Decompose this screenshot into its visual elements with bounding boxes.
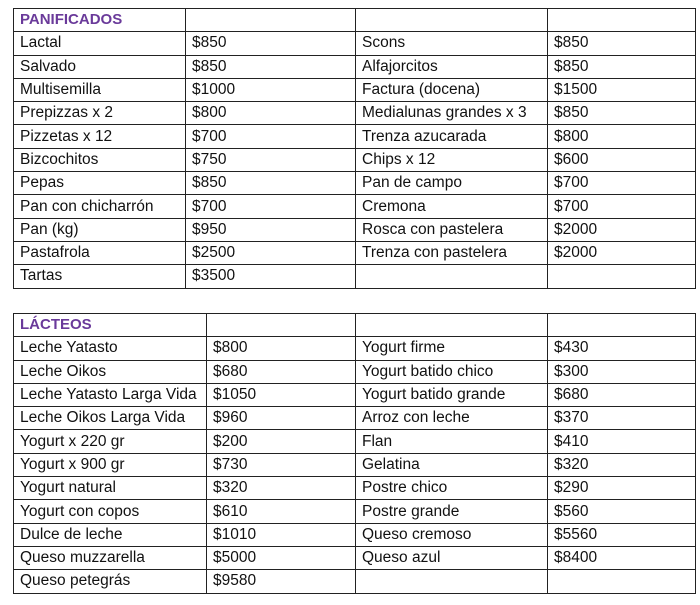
item-price: $1050 <box>207 383 356 406</box>
item-name: Tartas <box>14 265 186 288</box>
panificados-table <box>13 8 696 289</box>
item-price: $320 <box>548 453 696 476</box>
table-row <box>14 383 696 406</box>
item-price: $290 <box>548 477 696 500</box>
item-name: Pastafrola <box>14 241 186 264</box>
item-price: $410 <box>548 430 696 453</box>
table-row <box>14 218 696 241</box>
item-name: Yogurt firme <box>356 337 548 360</box>
item-name: Medialunas grandes x 3 <box>356 102 548 125</box>
table-row <box>14 32 696 55</box>
item-name <box>356 570 548 593</box>
item-name: Pepas <box>14 172 186 195</box>
item-name: Yogurt batido grande <box>356 383 548 406</box>
table-row <box>14 570 696 593</box>
item-price: $2000 <box>548 218 696 241</box>
item-price: $850 <box>186 32 356 55</box>
table-row <box>14 102 696 125</box>
item-price: $600 <box>548 148 696 171</box>
panificados-header-row <box>14 9 696 32</box>
lacteos-title: LÁCTEOS <box>14 314 207 337</box>
item-price: $800 <box>548 125 696 148</box>
item-price: $850 <box>548 32 696 55</box>
item-name: Bizcochitos <box>14 148 186 171</box>
header-empty-cell <box>356 9 548 32</box>
item-price: $370 <box>548 407 696 430</box>
item-price: $9580 <box>207 570 356 593</box>
item-name: Dulce de leche <box>14 523 207 546</box>
item-name: Leche Yatasto <box>14 337 207 360</box>
item-name: Chips x 12 <box>356 148 548 171</box>
item-name: Yogurt con copos <box>14 500 207 523</box>
table-row <box>14 172 696 195</box>
item-price: $800 <box>186 102 356 125</box>
table-row <box>14 453 696 476</box>
item-price: $850 <box>186 55 356 78</box>
item-name: Yogurt natural <box>14 477 207 500</box>
header-empty-cell <box>548 9 696 32</box>
item-name: Queso azul <box>356 546 548 569</box>
item-price: $560 <box>548 500 696 523</box>
item-name: Postre chico <box>356 477 548 500</box>
item-price: $5000 <box>207 546 356 569</box>
item-name: Yogurt batido chico <box>356 360 548 383</box>
item-name: Pan con chicharrón <box>14 195 186 218</box>
item-price: $430 <box>548 337 696 360</box>
item-name: Leche Oikos <box>14 360 207 383</box>
item-name: Queso cremoso <box>356 523 548 546</box>
table-row <box>14 337 696 360</box>
item-price: $610 <box>207 500 356 523</box>
lacteos-header-row <box>14 314 696 337</box>
item-name: Prepizzas x 2 <box>14 102 186 125</box>
item-price: $1500 <box>548 78 696 101</box>
table-row <box>14 125 696 148</box>
item-price: $2500 <box>186 241 356 264</box>
item-price: $950 <box>186 218 356 241</box>
item-name: Scons <box>356 32 548 55</box>
item-price <box>548 265 696 288</box>
table-row <box>14 407 696 430</box>
item-price: $680 <box>207 360 356 383</box>
item-name: Flan <box>356 430 548 453</box>
header-empty-cell <box>548 314 696 337</box>
item-price: $850 <box>548 55 696 78</box>
item-price: $750 <box>186 148 356 171</box>
table-row <box>14 546 696 569</box>
table-row <box>14 477 696 500</box>
item-name: Alfajorcitos <box>356 55 548 78</box>
panificados-table-body <box>14 9 696 289</box>
table-row <box>14 523 696 546</box>
table-row <box>14 360 696 383</box>
item-price: $8400 <box>548 546 696 569</box>
item-name: Leche Oikos Larga Vida <box>14 407 207 430</box>
item-name: Multisemilla <box>14 78 186 101</box>
item-name: Pizzetas x 12 <box>14 125 186 148</box>
table-row <box>14 78 696 101</box>
item-name: Leche Yatasto Larga Vida <box>14 383 207 406</box>
header-empty-cell <box>207 314 356 337</box>
item-price: $700 <box>548 172 696 195</box>
table-row <box>14 265 696 288</box>
item-name: Trenza con pastelera <box>356 241 548 264</box>
item-price: $850 <box>548 102 696 125</box>
item-price: $320 <box>207 477 356 500</box>
table-row <box>14 241 696 264</box>
table-row <box>14 195 696 218</box>
item-name: Gelatina <box>356 453 548 476</box>
item-name: Yogurt x 900 gr <box>14 453 207 476</box>
lacteos-table-body <box>14 314 696 594</box>
item-name: Yogurt x 220 gr <box>14 430 207 453</box>
item-name: Factura (docena) <box>356 78 548 101</box>
item-name: Queso muzzarella <box>14 546 207 569</box>
item-price: $1000 <box>186 78 356 101</box>
item-price: $700 <box>548 195 696 218</box>
table-row <box>14 55 696 78</box>
item-price <box>548 570 696 593</box>
item-price: $730 <box>207 453 356 476</box>
item-price: $1010 <box>207 523 356 546</box>
item-name: Queso petegrás <box>14 570 207 593</box>
item-price: $850 <box>186 172 356 195</box>
lacteos-table <box>13 313 696 594</box>
item-name: Postre grande <box>356 500 548 523</box>
header-empty-cell <box>186 9 356 32</box>
item-name <box>356 265 548 288</box>
item-name: Rosca con pastelera <box>356 218 548 241</box>
item-price: $5560 <box>548 523 696 546</box>
item-price: $700 <box>186 195 356 218</box>
header-empty-cell <box>356 314 548 337</box>
item-name: Pan (kg) <box>14 218 186 241</box>
item-price: $800 <box>207 337 356 360</box>
item-price: $300 <box>548 360 696 383</box>
item-price: $3500 <box>186 265 356 288</box>
item-name: Trenza azucarada <box>356 125 548 148</box>
table-row <box>14 148 696 171</box>
item-price: $2000 <box>548 241 696 264</box>
item-name: Lactal <box>14 32 186 55</box>
table-row <box>14 430 696 453</box>
item-price: $960 <box>207 407 356 430</box>
panificados-title: PANIFICADOS <box>14 9 186 32</box>
item-name: Cremona <box>356 195 548 218</box>
item-price: $680 <box>548 383 696 406</box>
item-price: $200 <box>207 430 356 453</box>
item-name: Arroz con leche <box>356 407 548 430</box>
table-row <box>14 500 696 523</box>
item-price: $700 <box>186 125 356 148</box>
item-name: Pan de campo <box>356 172 548 195</box>
item-name: Salvado <box>14 55 186 78</box>
